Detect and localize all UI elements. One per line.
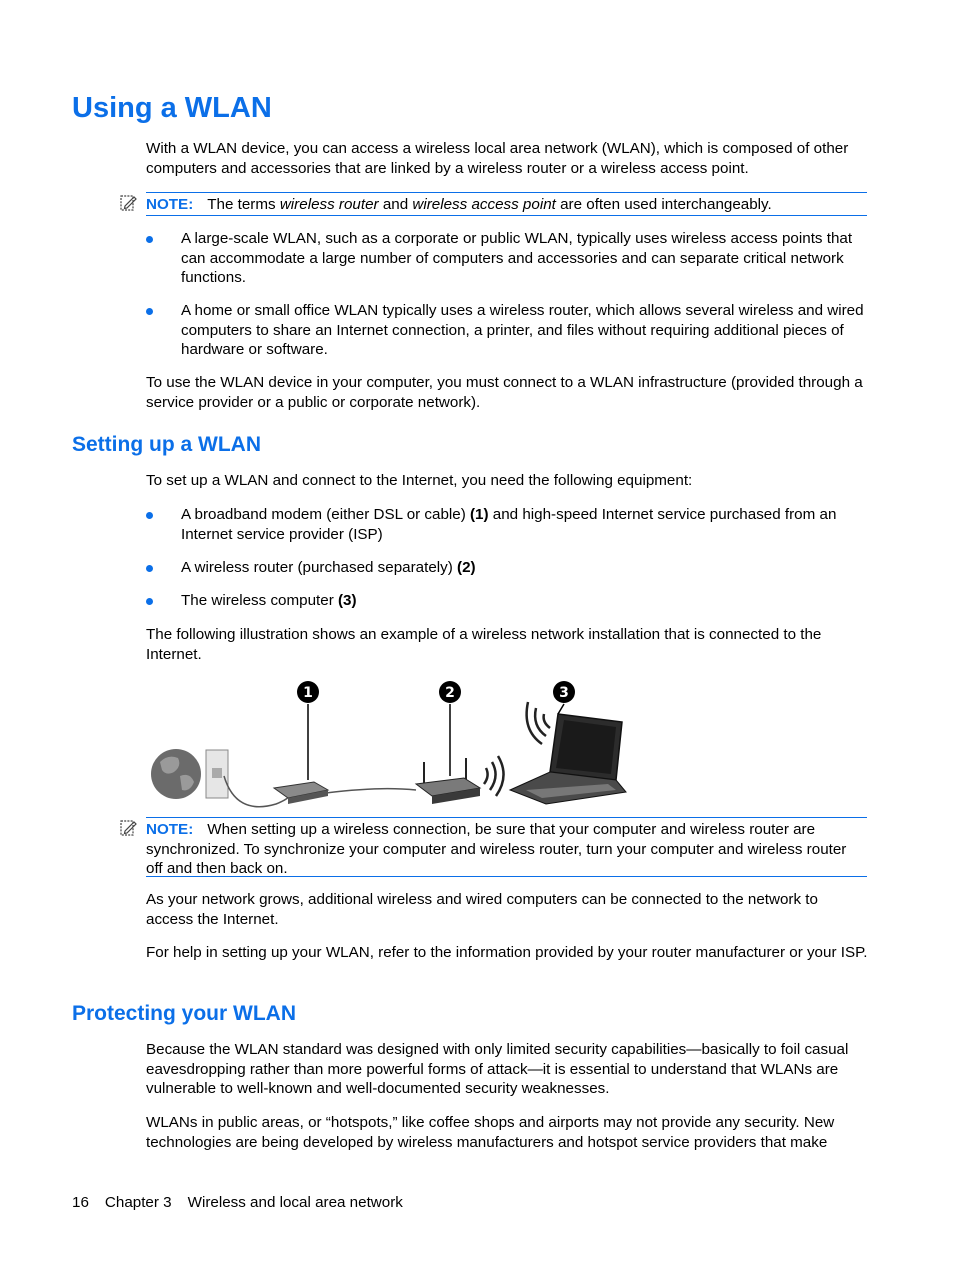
section-heading-setup: Setting up a WLAN: [72, 433, 261, 456]
callout-3-label: 3: [559, 685, 569, 701]
note-label: NOTE:: [146, 821, 194, 838]
bullet-text: The wireless computer: [181, 592, 338, 609]
bullet-text: A wireless router (purchased separately): [181, 559, 458, 576]
network-illustration: [146, 676, 636, 812]
bullet-icon: [146, 236, 153, 243]
note-text: When setting up a wireless connection, be sure that your computer and wireless router are synchronized. To synchronize your computer and wireless router, turn your computer and wireless router off and then back on.: [146, 821, 847, 877]
note-text-a: The terms: [207, 196, 280, 213]
wireless-signal-icon: [484, 756, 504, 796]
illustration-caption: The following illustration shows an example of a wireless network installation that is connected to the Internet.: [146, 626, 822, 663]
note-icon: [119, 193, 139, 213]
wall-jack-icon: [206, 750, 228, 798]
note-term-router: wireless router: [279, 196, 379, 213]
paragraph-protect-1: Because the WLAN standard was designed with only limited security capabilities—basically to foil casual eavesdropping rather than more powerful forms of attack—it is essential to understand that WLANs are vulnerable to well-known and well-documented security weaknesses.: [146, 1041, 849, 1097]
intro-paragraph: With a WLAN device, you can access a wireless local area network (WLAN), which is composed of other computers and accessories that are linked by a wireless router or a wireless access point.: [146, 140, 849, 177]
page-footer: [72, 1193, 419, 1213]
chapter-title: Wireless and local area network: [187, 1194, 403, 1211]
callout-ref: (2): [457, 559, 476, 576]
callout-1-label: 1: [303, 685, 313, 701]
section-heading-protect: Protecting your WLAN: [72, 1002, 296, 1025]
bullet-icon: [146, 598, 153, 605]
note-box: [146, 192, 867, 216]
bullet-text: A home or small office WLAN typically uses a wireless router, which allows several wireless and wired computers to share an Internet connection, a printer, and files without requiring additional pieces of hardware or software.: [181, 302, 864, 358]
note-box: [146, 817, 867, 877]
chapter-label: Chapter 3: [104, 1194, 172, 1211]
bullet-text: A large-scale WLAN, such as a corporate or public WLAN, typically uses wireless access points that can accommodate a large number of computers and accessories and can separate critical network functions.: [181, 230, 853, 286]
setup-intro: To set up a WLAN and connect to the Internet, you need the following equipment:: [146, 472, 693, 489]
callout-ref: (1): [470, 506, 489, 523]
note-text-c: are often used interchangeably.: [555, 196, 772, 213]
router-icon: [416, 758, 480, 804]
bullet-icon: [146, 512, 153, 519]
note-icon: [119, 818, 139, 838]
wireless-signal-icon: [527, 702, 550, 744]
laptop-icon: [510, 714, 626, 804]
bullet-text: A broadband modem (either DSL or cable): [181, 506, 470, 523]
paragraph-use-wlan: To use the WLAN device in your computer, you must connect to a WLAN infrastructure (provided through a service provider or a public or corporate network).: [146, 374, 863, 411]
paragraph-protect-2: WLANs in public areas, or “hotspots,” like coffee shops and airports may not provide any security. New technologies are being developed by wireless manufacturers and hotspot service providers that make: [146, 1114, 835, 1151]
paragraph-network-grows: As your network grows, additional wireless and wired computers can be connected to the network to access the Internet.: [146, 891, 818, 928]
globe-icon: [151, 749, 201, 799]
bullet-icon: [146, 565, 153, 572]
paragraph-help: For help in setting up your WLAN, refer to the information provided by your router manufacturer or your ISP.: [146, 944, 868, 961]
callout-2-label: 2: [445, 685, 455, 701]
note-label: NOTE:: [146, 196, 194, 213]
page-number: 16: [72, 1194, 89, 1211]
callout-ref: (3): [338, 592, 357, 609]
bullet-icon: [146, 308, 153, 315]
bullet-text-after: and high-speed Internet service purchased from an Internet service provider (ISP): [181, 506, 837, 543]
page-title: Using a WLAN: [72, 92, 272, 124]
note-text-b: and: [378, 196, 413, 213]
note-term-access-point: wireless access point: [412, 196, 556, 213]
